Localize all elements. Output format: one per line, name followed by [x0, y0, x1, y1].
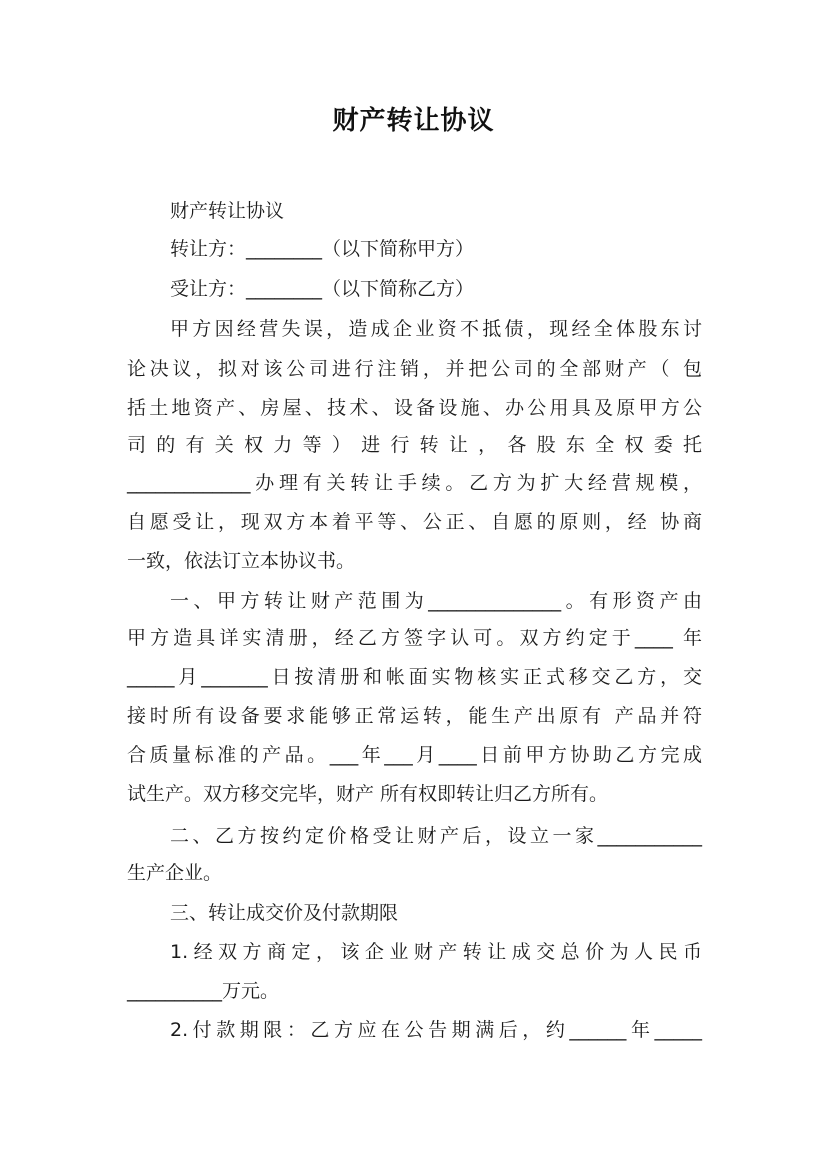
document-title: 财产转让协议	[332, 106, 495, 136]
clause-line: 二、乙方按约定价格受让财产后，设立一家___________	[170, 825, 702, 847]
paragraph-line: 司的有关权力等）进行转让，各股东全权委托	[127, 434, 702, 456]
clause-line: 接时所有设备要求能够正常运转，能生产出原有 产品并符	[127, 705, 702, 727]
paragraph-line: 一致，依法订立本协议书。	[127, 550, 356, 572]
paragraph-line: _____________办理有关转让手续。乙方为扩大经营规模，	[127, 472, 702, 494]
transferee-line: 受让方：________（以下简称乙方）	[170, 278, 475, 300]
paragraph-line: 自愿受让，现双方本着平等、公正、自愿的原则，经 协商	[127, 511, 702, 533]
paragraph-line: 论决议，拟对该公司进行注销，并把公司的全部财产（ 包	[127, 358, 702, 380]
paragraph-line: 甲方因经营失误，造成企业资不抵债，现经全体股东讨	[170, 318, 702, 340]
clause-line: 一、甲方转让财产范围为______________。有形资产由	[170, 590, 702, 612]
paragraph-line: 括土地资产、房屋、技术、设备设施、办公用具及原甲方公	[127, 397, 702, 419]
transferor-line: 转让方：________（以下简称甲方）	[170, 238, 475, 260]
clause-line: 生产企业。	[127, 862, 223, 884]
section-heading: 三、转让成交价及付款期限	[170, 902, 399, 924]
subtitle-line: 财产转让协议	[170, 200, 285, 222]
clause-line: _____月_______日按清册和帐面实物核实正式移交乙方，交	[127, 666, 702, 688]
clause-line: 1.经双方商定，该企业财产转让成交总价为人民币	[170, 941, 702, 963]
clause-line: 2.付款期限：乙方应在公告期满后，约______年_____	[170, 1019, 702, 1041]
clause-line: 合质量标准的产品。___年___月____日前甲方协助乙方完成	[127, 744, 702, 766]
clause-line: 甲方造具详实清册，经乙方签字认可。双方约定于____ 年	[127, 627, 702, 649]
clause-line: __________万元。	[127, 980, 280, 1002]
clause-line: 试生产。双方移交完毕，财产 所有权即转让归乙方所有。	[127, 783, 609, 805]
